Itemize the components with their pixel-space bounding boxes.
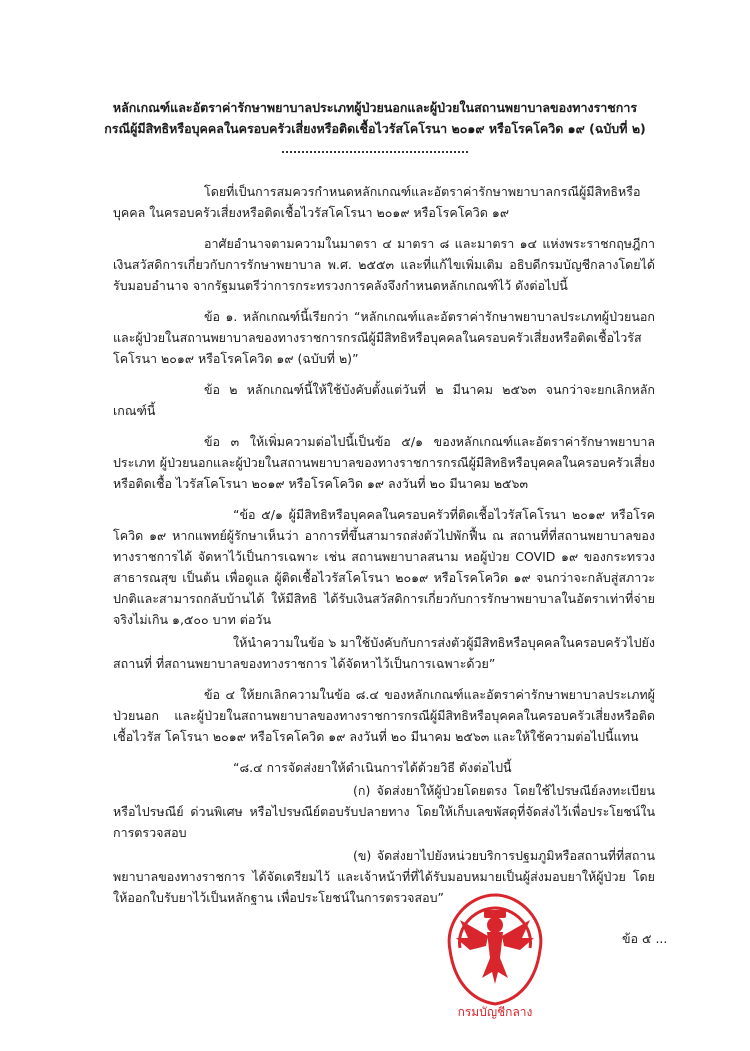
paragraph-clause-4: ข้อ ๔ ให้ยกเลิกความในข้อ ๘.๔ ของหลักเกณฑ์และอัตราค่ารักษาพยาบาลประเภทผู้ป่วยนอก และผู้ป่วยในสถานพยาบาลของทางราชการกรณีผู้มีสิทธิหรือบุคคลในครอบครัวเสี่ยงหรือติดเชื้อไวรัส โคโรนา ๒๐๑๙ หรือโรคโควิด ๑๙ ลงวันที่ ๒๐ มีนาคม ๒๕๖๓ และให้ใช้ความต่อไปนี้แทน	[113, 687, 655, 744]
paragraph-clause-1: ข้อ ๑. หลักเกณฑ์นี้เรียกว่า “หลักเกณฑ์และอัตราค่ารักษาพยาบาลประเภทผู้ป่วยนอก และผู้ป่วยในสถานพยาบาลของทางราชการกรณีผู้มีสิทธิหรือบุคคลในครอบครัวเสี่ยงหรือติดเชื้อไวรัสโคโรนา ๒๐๑๙ หรือโรคโควิด ๑๙ (ฉบับที่ ๒)”	[113, 309, 655, 366]
document-body	[113, 181, 655, 918]
seal-label: กรมบัญชีกลาง	[457, 1005, 533, 1019]
paragraph-clause-8-4: “๘.๔ การจัดส่งยาให้ดำเนินการได้ด้วยวิธี ดังต่อไปนี้	[233, 760, 512, 775]
title-line-1: หลักเกณฑ์และอัตราค่ารักษาพยาบาลประเภทผู้ป่วยนอกและผู้ป่วยในสถานพยาบาลของทางราชการ	[112, 100, 638, 115]
paragraph-clause-5-1-continued: ให้นำความในข้อ ๖ มาใช้บังคับกับการส่งตัวผู้มีสิทธิหรือบุคคลในครอบครัวไปยังสถานที่ ที่สถานพยาบาลของทางราชการ ได้จัดหาไว้เป็นการเฉพาะด้วย”	[113, 635, 655, 671]
paragraph-clause-8-4-a: (ก) จัดส่งยาให้ผู้ป่วยโดยตรง โดยใช้ไปรษณีย์ลงทะเบียน หรือไปรษณีย์ ด่วนพิเศษ หรือไปรษณีย์ตอบรับปลายทาง โดยให้เก็บเลขพัสดุที่จัดส่งไว้เพื่อประโยชน์ในการตรวจสอบ	[113, 783, 655, 840]
next-page-marker: ข้อ ๕ ...	[622, 931, 668, 946]
garuda-seal-icon	[430, 880, 560, 1020]
paragraph-clause-5-1: “ข้อ ๕/๑ ผู้มีสิทธิหรือบุคคลในครอบครัวที่ติดเชื้อไวรัสโคโรนา ๒๐๑๙ หรือโรคโควิด ๑๙ หากแพทย์ผู้รักษาเห็นว่า อาการที่ขึ้นสามารถส่งตัวไปพักฟื้น ณ สถานที่ที่สถานพยาบาลของทางราชการได้ จัดหาไว้เป็นการเฉพาะ เช่น สถานพยาบาลสนาม หอผู้ป่วย COVID ๑๙ ของกระทรวงสาธารณสุข เป็นต้น เพื่อดูแล ผู้ติดเชื้อไวรัสโคโรนา ๒๐๑๙ หรือโรคโควิด ๑๙ จนกว่าจะกลับสู่สภาวะปกติและสามารถกลับบ้านได้ ให้มีสิทธิ ได้รับเงินสวัสดิการเกี่ยวกับการรักษาพยาบาลในอัตราเท่าที่จ่ายจริงไม่เกิน ๑,๕๐๐ บาท ต่อวัน	[113, 507, 655, 627]
paragraph-authority: อาศัยอำนาจตามความในมาตรา ๔ มาตรา ๘ และมาตรา ๑๔ แห่งพระราชกฤษฎีกา เงินสวัสดิการเกี่ยวกับการรักษาพยาบาล พ.ศ. ๒๕๕๓ และที่แก้ไขเพิ่มเติม อธิบดีกรมบัญชีกลางโดยได้รับมอบอำนาจ จากรัฐมนตรีว่าการกระทรวงการคลังจึงกำหนดหลักเกณฑ์ไว้ ดังต่อไปนี้	[113, 236, 655, 293]
title-divider	[282, 151, 468, 153]
paragraph-clause-2: ข้อ ๒ หลักเกณฑ์นี้ให้ใช้บังคับตั้งแต่วันที่ ๒ มีนาคม ๒๕๖๓ จนกว่าจะยกเลิกหลักเกณฑ์นี้	[113, 382, 655, 418]
paragraph-clause-8-4-b: (ข) จัดส่งยาไปยังหน่วยบริการปฐมภูมิหรือสถานที่ที่สถานพยาบาลของทางราชการ ได้จัดเตรียมไว้ และเจ้าหน้าที่ที่ได้รับมอบหมายเป็นผู้ส่งมอบยาให้ผู้ป่วย โดยให้ออกใบรับยาไว้เป็นหลักฐาน เพื่อประโยชน์ในการตรวจสอบ”	[113, 848, 655, 905]
paragraph-preamble: โดยที่เป็นการสมควรกำหนดหลักเกณฑ์และอัตราค่ารักษาพยาบาลกรณีผู้มีสิทธิหรือบุคคล ในครอบครัวเสี่ยงหรือติดเชื้อไวรัสโคโรนา ๒๐๑๙ หรือโรคโควิด ๑๙	[113, 184, 641, 220]
document-title	[60, 97, 690, 139]
title-line-2: กรณีผู้มีสิทธิหรือบุคคลในครอบครัวเสี่ยงหรือติดเชื้อไวรัสโคโรนา ๒๐๑๙ หรือโรคโควิด ๑๙ (ฉบับที่ ๒)	[104, 121, 646, 136]
paragraph-clause-3: ข้อ ๓ ให้เพิ่มความต่อไปนี้เป็นข้อ ๕/๑ ของหลักเกณฑ์และอัตราค่ารักษาพยาบาลประเภท ผู้ป่วยนอกและผู้ป่วยในสถานพยาบาลของทางราชการกรณีผู้มีสิทธิหรือบุคคลในครอบครัวเสี่ยงหรือติดเชื้อ ไวรัสโคโรนา ๒๐๑๙ หรือโรคโควิด ๑๙ ลงวันที่ ๒๐ มีนาคม ๒๕๖๓	[113, 434, 655, 491]
